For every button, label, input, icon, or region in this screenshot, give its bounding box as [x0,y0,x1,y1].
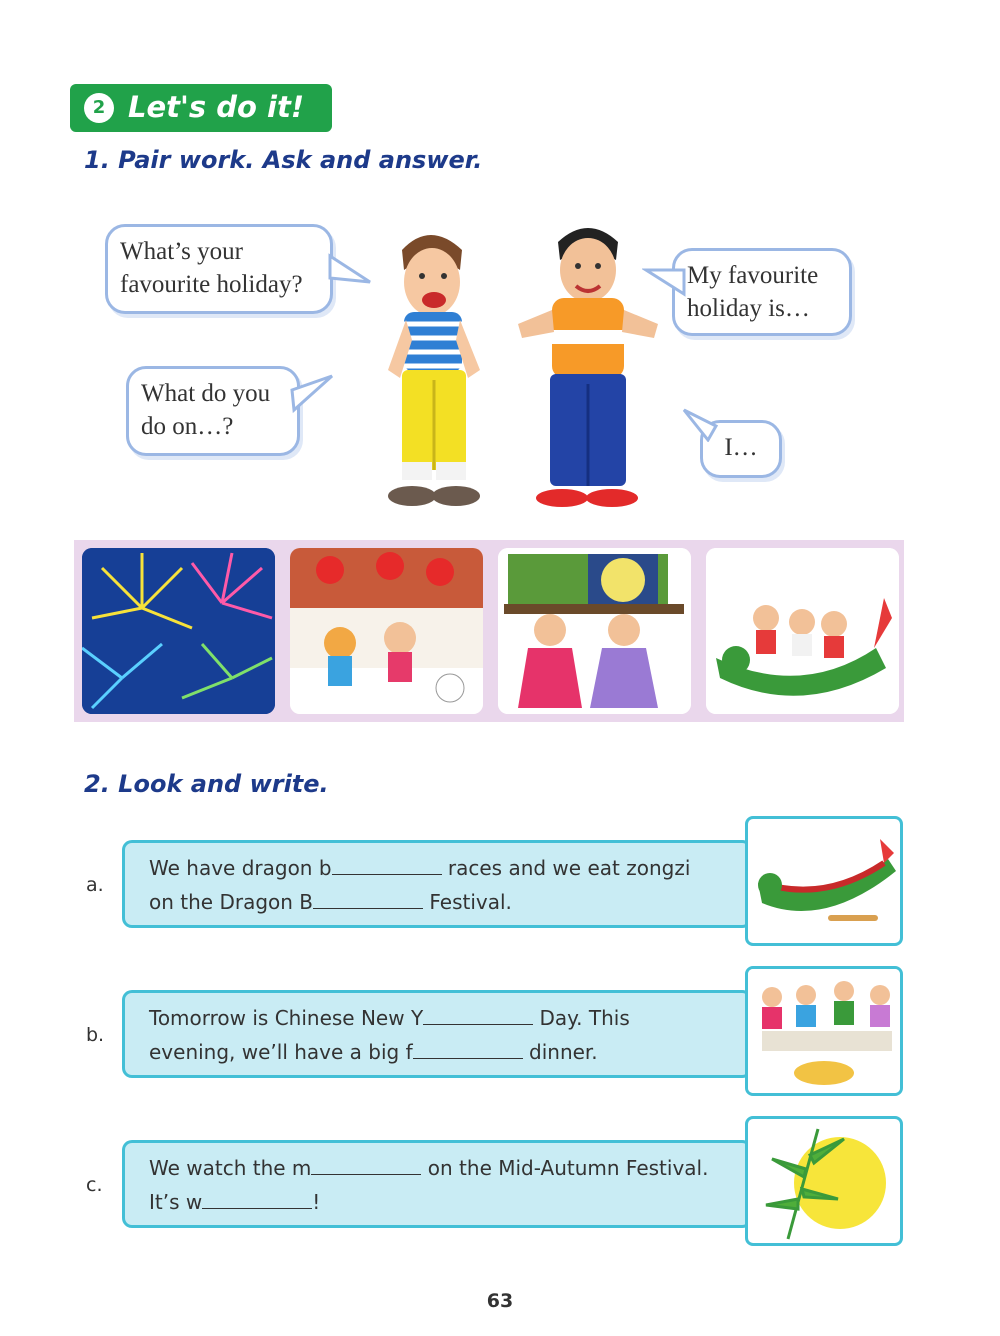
bubble-line: favourite holiday? [120,271,303,298]
section-badge [70,84,332,132]
sentence-text: It’s w [149,1190,203,1214]
answer-blank[interactable] [202,1189,312,1209]
sentence-text: Tomorrow is Chinese New Y [149,1006,424,1030]
dragon-boat-thumbnail [745,816,903,946]
item-letter: c. [86,1174,103,1196]
item-letter: a. [86,874,104,896]
sentence-box-b [122,990,752,1078]
pair-work-heading: 1. Pair work. Ask and answer. [84,146,483,174]
bubble-line: do on…? [141,413,234,440]
speech-bubble-favourite-holiday [105,224,333,314]
page-number: 63 [486,1290,514,1312]
sentence-text: on the Dragon B [149,890,314,914]
bubble-line: My favourite [687,262,819,289]
speech-bubble-my-favourite-holiday [672,248,852,336]
item-letter: b. [86,1024,105,1046]
sentence-box-c [122,1140,752,1228]
bubble-line: What’s your [120,238,243,265]
moon-bamboo-thumbnail [745,1116,903,1246]
bubble-tail-icon [288,370,338,418]
answer-blank[interactable] [413,1039,523,1059]
section-number: 2 [84,93,114,123]
sentence-text: Festival. [423,890,512,914]
section-title: Let's do it! [128,90,305,124]
bubble-line: holiday is… [687,295,810,322]
bubble-line: I… [724,434,758,461]
dragon-boat-picture [706,548,899,714]
answer-blank[interactable] [423,1005,533,1025]
sentence-text: We have dragon b [149,856,332,880]
sentence-text: ! [312,1190,321,1214]
sentence-text: dinner. [522,1040,598,1064]
answer-blank[interactable] [313,889,423,909]
look-and-write-heading: 2. Look and write. [84,770,329,798]
boy-orange-shirt-illustration [512,214,664,512]
mid-autumn-picture [498,548,691,714]
bubble-tail-icon [680,406,720,442]
bubble-tail-icon [322,252,374,292]
sentence-text: on the Mid-Autumn Festival. [421,1156,709,1180]
bubble-line: What do you [141,380,271,407]
spring-festival-picture [290,548,483,714]
speech-bubble-what-do-you-do [126,366,300,456]
answer-blank[interactable] [332,855,442,875]
fireworks-picture [82,548,275,714]
sentence-text: Day. This [533,1006,630,1030]
sentence-text: We watch the m [149,1156,312,1180]
sentence-text: races and we eat zongzi [441,856,691,880]
sentence-text: evening, we’ll have a big f [149,1040,413,1064]
sentence-box-a [122,840,752,928]
answer-blank[interactable] [311,1155,421,1175]
boy-striped-shirt-illustration [372,220,490,516]
family-dinner-thumbnail [745,966,903,1096]
